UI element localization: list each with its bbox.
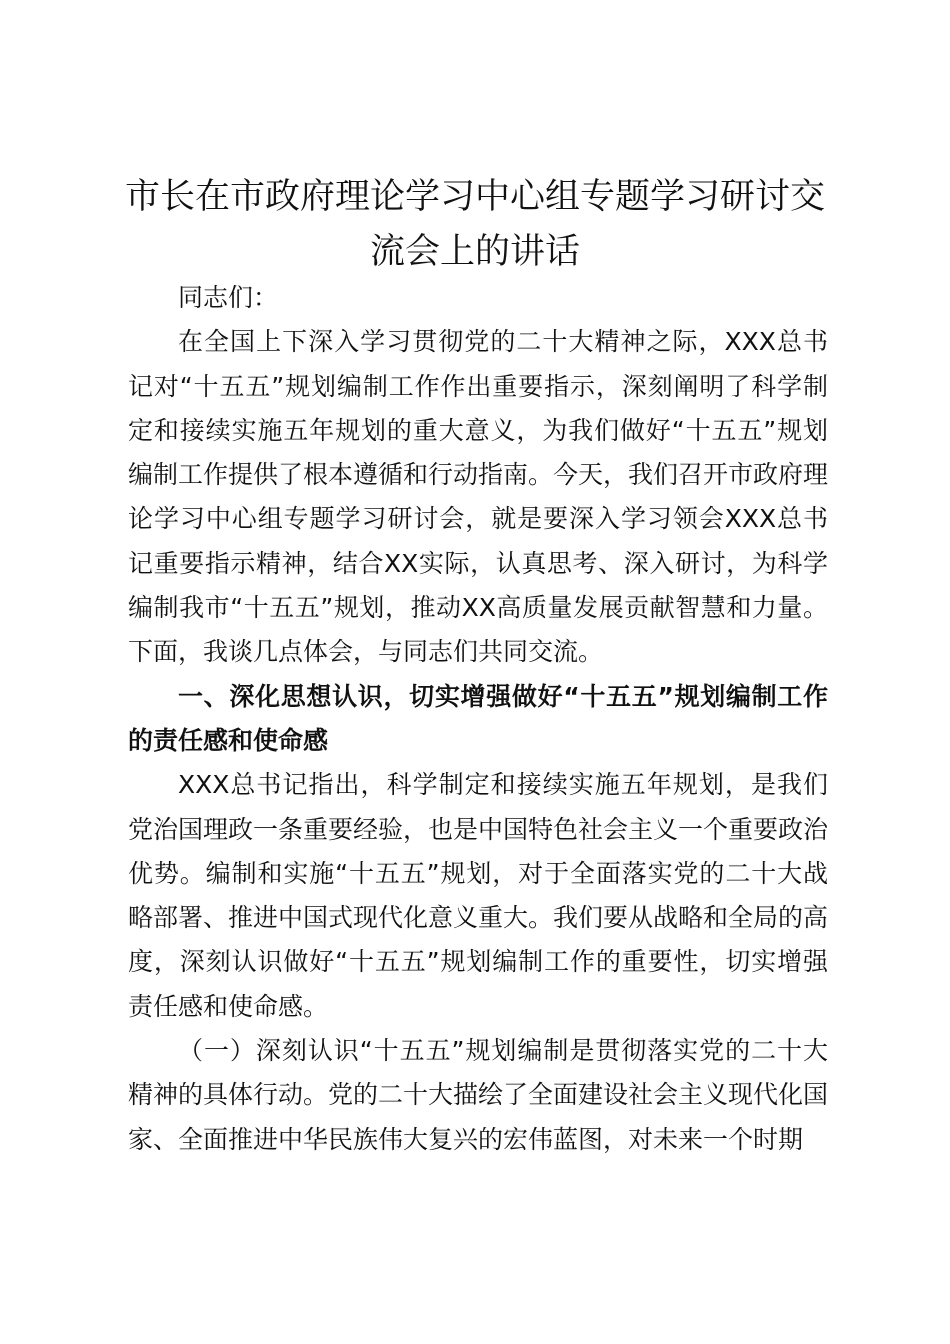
- document-body: [128, 276, 828, 1162]
- section-1-paragraph-2: （一）深刻认识“十五五”规划编制是贯彻落实党的二十大精神的具体行动。党的二十大描绘了全面建设社会主义现代化国家、全面推进中华民族伟大复兴的宏伟蓝图，对未来一个时期: [128, 1036, 829, 1154]
- section-1-paragraph-1: XXX总书记指出，科学制定和接续实施五年规划，是我们党治国理政一条重要经验，也是中国特色社会主义一个重要政治优势。编制和实施“十五五”规划，对于全面落实党的二十大战略部署、推进中国式现代化意义重大。我们要从战略和全局的高度，深刻认识做好“十五五”规划编制工作的重要性，切实增强责任感和使命感。: [128, 770, 829, 1021]
- section-heading-1: 一、深化思想认识，切实增强做好“十五五”规划编制工作的责任感和使命感: [128, 681, 828, 755]
- salutation: 同志们：: [178, 283, 279, 312]
- intro-paragraph: 在全国上下深入学习贯彻党的二十大精神之际，XXX总书记对“十五五”规划编制工作作出重要指示，深刻阐明了科学制定和接续实施五年规划的重大意义，为我们做好“十五五”规划编制工作提供了根本遵循和行动指南。今天，我们召开市政府理论学习中心组专题学习研讨会，就是要深入学习领会XXX总书记重要指示精神，结合XX实际，认真思考、深入研讨，为科学编制我市“十五五”规划，推动XX高质量发展贡献智慧和力量。下面，我谈几点体会，与同志们共同交流。: [128, 327, 829, 667]
- document-title: 市长在市政府理论学习中心组专题学习研讨交流会上的讲话: [124, 177, 825, 272]
